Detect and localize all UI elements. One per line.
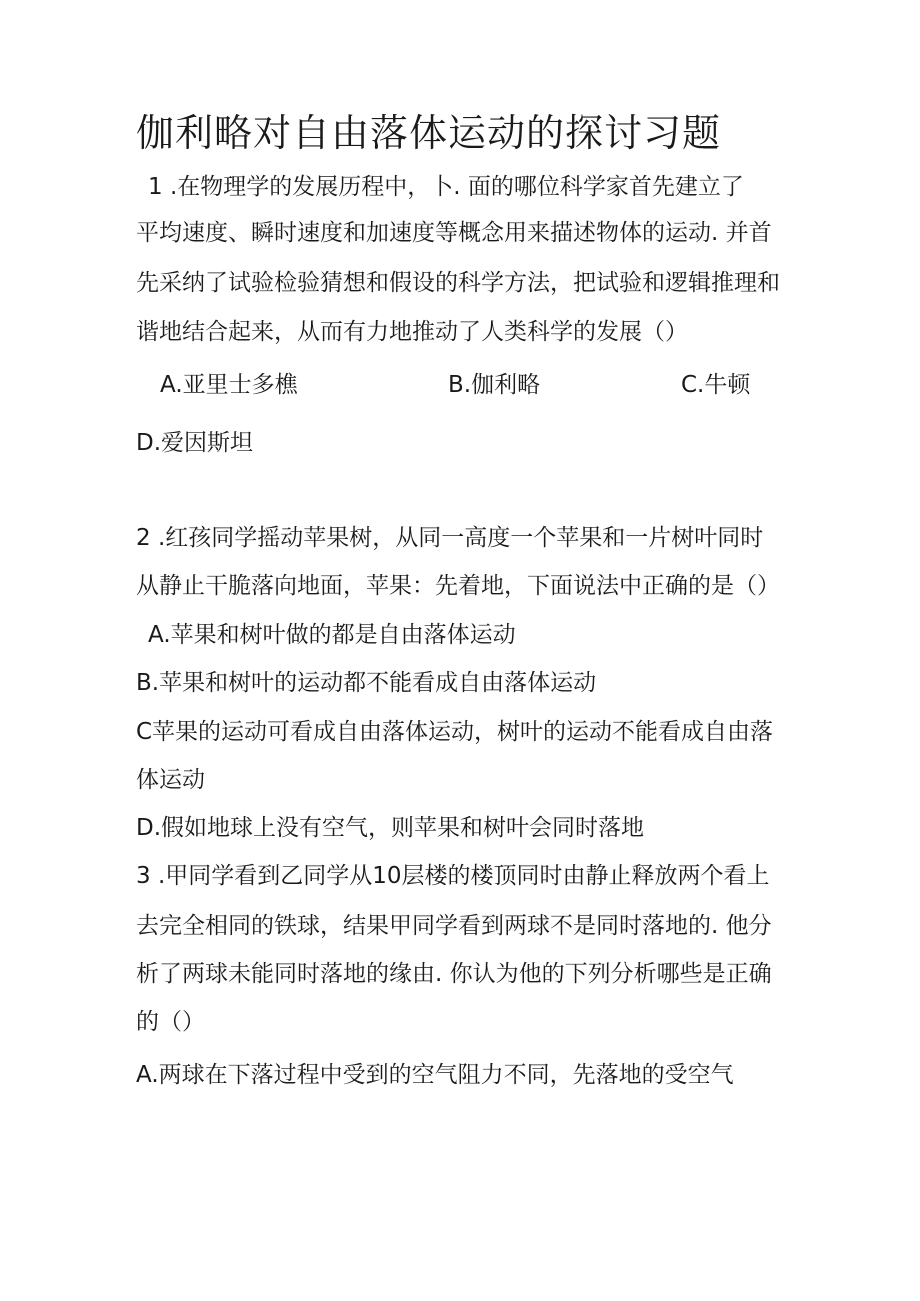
q3-option-a: A.两球在下落过程中受到的空气阻力不同，先落地的受空气 [136,1062,734,1088]
q2-option-c: C苹果的运动可看成自由落体运动，树叶的运动不能看成自由落 [136,719,774,745]
q1-option-b: B.伽利略 [448,372,541,398]
q2-option-d: D.假如地球上没有空气，则苹果和树叶会同时落地 [136,815,645,841]
q2-line-1: 2 .红孩同学摇动苹果树，从同一高度一个苹果和一片树叶同时 [136,525,764,551]
q3-line-4: 的（） [136,1009,205,1035]
q1-option-c: C.牛顿 [681,372,751,398]
q2-option-a: A.苹果和树叶做的都是自由落体运动 [148,622,516,648]
q2-line-2: 从静止干脆落向地面，苹果：先着地，下面说法中正确的是（） [136,573,780,599]
document-title: 伽利略对自由落体运动的探讨习题 [136,111,722,155]
q1-line-1: 1 .在物理学的发展历程中，卜. 面的哪位科学家首先建立了 [148,174,744,200]
q2-option-c-continued: 体运动 [136,767,205,793]
q3-line-1: 3 .甲同学看到乙同学从10层楼的楼顶同时由静止释放两个看上 [136,863,770,889]
q1-option-d: D.爱因斯坦 [136,430,254,456]
q1-line-3: 先采纳了试验检验猜想和假设的科学方法，把试验和逻辑推理和 [136,270,780,296]
q1-line-4: 谐地结合起来，从而有力地推动了人类科学的发展（） [136,319,688,345]
q3-line-2: 去完全相同的铁球，结果甲同学看到两球不是同时落地的. 他分 [136,913,772,939]
q3-line-3: 析了两球未能同时落地的缘由. 你认为他的下列分析哪些是正确 [136,961,772,987]
q1-line-2: 平均速度、瞬时速度和加速度等概念用来描述物体的运动. 并首 [136,220,772,246]
q2-option-b: B.苹果和树叶的运动都不能看成自由落体运动 [136,670,597,696]
q1-option-a: A.亚里士多樵 [160,372,298,398]
